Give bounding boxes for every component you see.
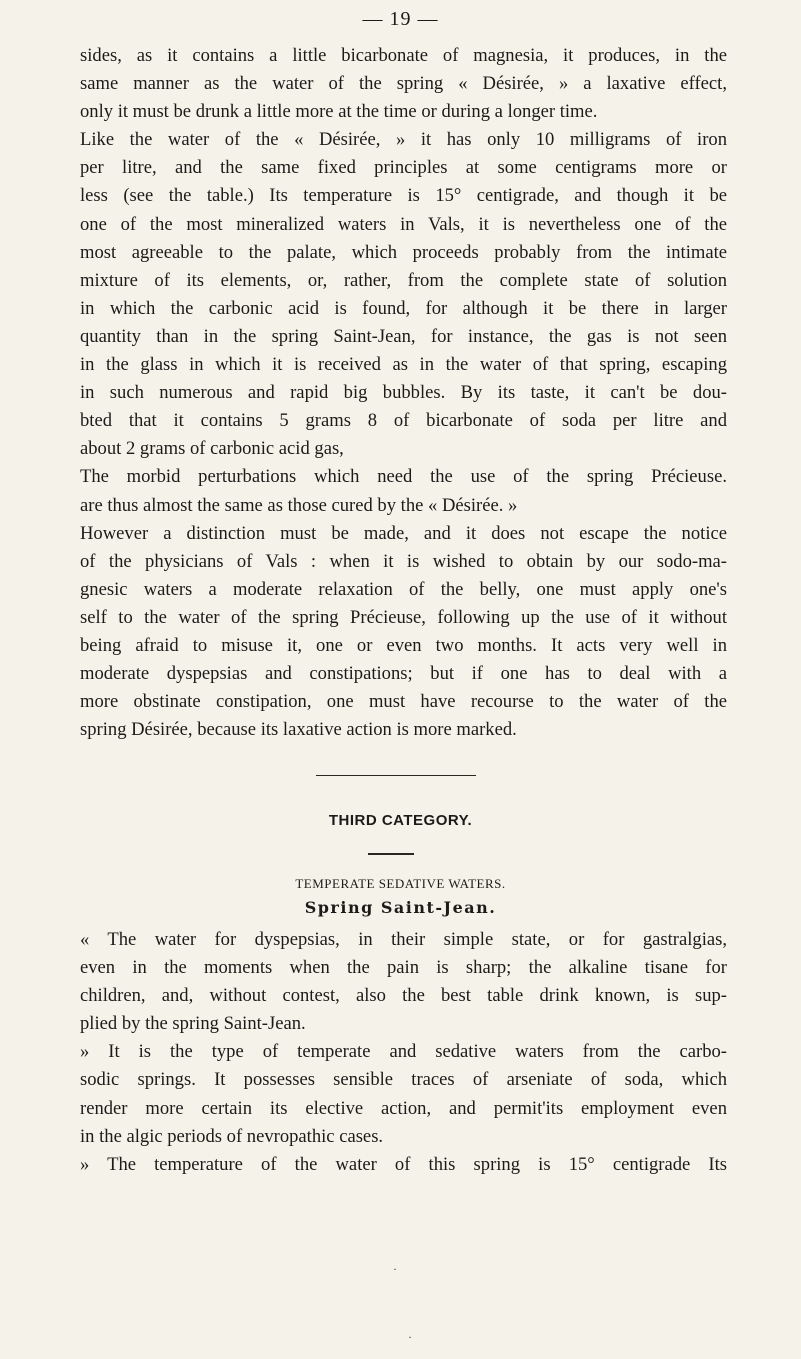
text-line: only it must be drunk a little more at the time or during a longer time. bbox=[80, 101, 598, 123]
text-line: sodic springs. It possesses sensible traces of arseniate of soda, which bbox=[80, 1069, 727, 1091]
body-text-top bbox=[80, 42, 727, 744]
page-number: — 19 — bbox=[362, 8, 439, 30]
print-speck: · bbox=[408, 1330, 412, 1344]
paragraph bbox=[80, 926, 727, 1038]
subsection-heading: TEMPERATE SEDATIVE WATERS. bbox=[295, 876, 506, 891]
section-divider bbox=[316, 775, 476, 776]
text-line: one of the most mineralized waters in Vals, it is nevertheless one of the bbox=[80, 213, 727, 235]
text-line: » It is the type of temperate and sedative waters from the carbo- bbox=[80, 1041, 727, 1063]
text-line: self to the water of the spring Précieuse, following up the use of it without bbox=[80, 606, 727, 628]
text-line: same manner as the water of the spring « Désirée, » a laxative effect, bbox=[80, 73, 727, 95]
text-line: » The temperature of the water of this spring is 15° centigrade Its bbox=[80, 1153, 727, 1175]
text-line: Like the water of the « Désirée, » it has only 10 milligrams of iron bbox=[80, 129, 727, 151]
paragraph bbox=[80, 463, 727, 519]
heading-divider bbox=[368, 853, 414, 855]
paragraph bbox=[80, 1038, 727, 1150]
text-line: bted that it contains 5 grams 8 of bicarbonate of soda per litre and bbox=[80, 410, 727, 432]
text-line: in the algic periods of nevropathic cases. bbox=[80, 1125, 384, 1147]
text-line: being afraid to misuse it, one or even two months. It acts very well in bbox=[80, 634, 727, 656]
text-line: in which the carbonic acid is found, for although it be there in larger bbox=[80, 297, 727, 319]
paragraph bbox=[80, 42, 727, 126]
text-line: sides, as it contains a little bicarbonate of magnesia, it produces, in the bbox=[80, 45, 727, 66]
paragraph bbox=[80, 1151, 727, 1179]
text-line: quantity than in the spring Saint-Jean, for instance, the gas is not seen bbox=[80, 325, 727, 347]
text-line: render more certain its elective action, and permit'its employment even bbox=[80, 1097, 727, 1119]
text-line: moderate dyspepsias and constipations; but if one has to deal with a bbox=[80, 663, 727, 685]
text-line: gnesic waters a moderate relaxation of the belly, one must apply one's bbox=[80, 578, 727, 600]
text-line: mixture of its elements, or, rather, from the complete state of solution bbox=[80, 269, 727, 291]
text-line: in the glass in which it is received as in the water of that spring, escaping bbox=[80, 354, 727, 376]
text-line: more obstinate constipation, one must have recourse to the water of the bbox=[80, 691, 727, 713]
text-line: are thus almost the same as those cured by the « Désirée. » bbox=[80, 494, 518, 516]
paragraph bbox=[80, 520, 727, 745]
paragraph bbox=[80, 126, 727, 463]
text-line: However a distinction must be made, and it does not escape the notice bbox=[80, 522, 727, 544]
text-line: children, and, without contest, also the best table drink known, is sup- bbox=[80, 985, 727, 1007]
text-line: most agreeable to the palate, which proceeds probably from the intimate bbox=[80, 241, 727, 263]
text-line: less (see the table.) Its temperature is 15° centigrade, and though it be bbox=[80, 185, 727, 207]
section-heading: THIRD CATEGORY. bbox=[328, 812, 473, 829]
text-line: per litre, and the same fixed principles at some centigrams more or bbox=[80, 157, 727, 179]
text-line: about 2 grams of carbonic acid gas, bbox=[80, 438, 344, 460]
text-line: in such numerous and rapid big bubbles. By its taste, it can't be dou- bbox=[80, 382, 727, 404]
text-line: plied by the spring Saint-Jean. bbox=[80, 1013, 306, 1035]
text-line: The morbid perturbations which need the use of the spring Précieuse. bbox=[80, 466, 727, 488]
text-line: spring Désirée, because its laxative action is more marked. bbox=[80, 719, 517, 741]
text-line: « The water for dyspepsias, in their simple state, or for gastralgias, bbox=[80, 929, 727, 950]
spring-heading: Spring Saint-Jean. bbox=[304, 898, 497, 917]
text-line: of the physicians of Vals : when it is wished to obtain by our sodo-ma- bbox=[80, 550, 727, 572]
body-text-bottom bbox=[80, 926, 727, 1179]
print-speck: · bbox=[393, 1262, 397, 1276]
text-line: even in the moments when the pain is sharp; the alkaline tisane for bbox=[80, 957, 727, 979]
